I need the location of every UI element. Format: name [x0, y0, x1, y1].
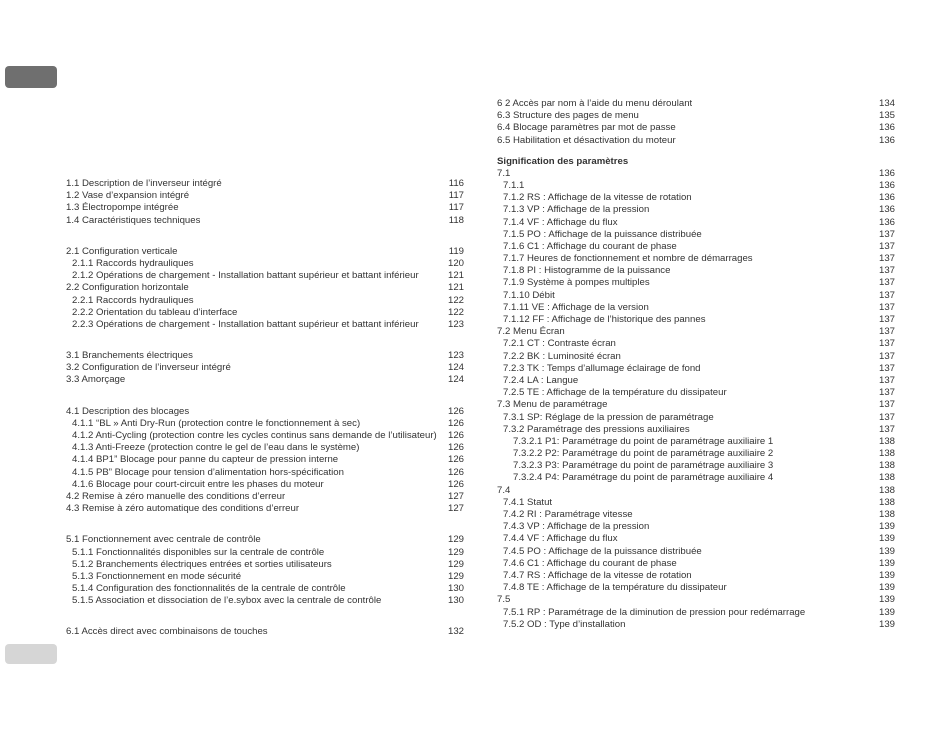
toc-entry-title: 7.3 Menu de paramétrage — [497, 399, 608, 411]
toc-entry-page: 137 — [878, 374, 895, 386]
toc-entry-page: 121 — [447, 282, 464, 294]
toc-entry[interactable] — [497, 363, 895, 375]
toc-entry-title: 2.1.1 Raccords hydrauliques — [72, 257, 194, 269]
toc-entry[interactable] — [66, 178, 464, 190]
toc-entry-title: 7.4.6 C1 : Affichage du courant de phase — [503, 557, 677, 569]
toc-entry-title: 7.1.12 FF : Affichage de l’historique des pannes — [503, 314, 706, 325]
toc-entry-page: 138 — [878, 484, 895, 496]
toc-entry-page: 117 — [448, 202, 464, 214]
toc-entry[interactable] — [497, 387, 895, 399]
toc-entry-page: 137 — [878, 265, 895, 277]
toc-right-top-section — [497, 98, 895, 147]
toc-entry-title: 5.1.4 Configuration des fonctionnalités de la centrale de contrôle — [72, 583, 346, 595]
toc-entry-title: 7.2.4 LA : Langue — [503, 374, 579, 386]
toc-entry-page: 136 — [878, 134, 895, 146]
toc-entry[interactable] — [497, 521, 895, 533]
toc-entry-page: 137 — [878, 301, 895, 313]
toc-entry-title: 2.2.1 Raccords hydrauliques — [72, 294, 194, 306]
toc-entry-title: 2.2.2 Orientation du tableau d’interface — [72, 306, 238, 318]
toc-entry[interactable] — [497, 229, 895, 241]
toc-entry-title: 1.4 Caractéristiques techniques — [66, 214, 201, 226]
toc-entry[interactable] — [497, 277, 895, 289]
toc-entry-title: 7.3.2.4 P4: Paramétrage du point de paramétrage auxiliaire 4 — [513, 472, 774, 484]
toc-entry-title: 1.3 Électropompe intégrée — [66, 202, 179, 214]
toc-entry-page: 139 — [878, 594, 895, 606]
toc-entry[interactable] — [497, 448, 895, 460]
toc-entry[interactable] — [66, 503, 464, 515]
toc-entry-page: 136 — [878, 216, 895, 228]
section-gap — [66, 331, 464, 350]
toc-entry-page: 137 — [878, 387, 895, 399]
toc-entry[interactable] — [497, 594, 895, 606]
toc-entry[interactable] — [66, 282, 464, 294]
toc-entry-title: 7.5 — [497, 594, 511, 606]
toc-entry[interactable] — [66, 467, 464, 479]
toc-entry[interactable] — [497, 253, 895, 265]
toc-entry-page: 130 — [447, 595, 464, 607]
toc-entry[interactable] — [497, 472, 895, 484]
toc-entry-title: 7.4.1 Statut — [503, 496, 553, 508]
toc-entry-title: 1.2 Vase d’expansion intégré — [66, 190, 190, 202]
toc-entry-page: 139 — [878, 618, 895, 630]
toc-entry-title: 3.2 Configuration de l’inverseur intégré — [66, 362, 231, 374]
toc-entry[interactable] — [497, 290, 895, 302]
toc-entry-title: 7.1.1 — [503, 179, 525, 191]
toc-entry-page: 118 — [448, 214, 464, 226]
toc-entry-page: 136 — [878, 167, 895, 179]
toc-entry-page: 137 — [878, 350, 895, 362]
toc-entry-title: 7.2.1 CT : Contraste écran — [503, 338, 616, 350]
toc-entry-page: 123 — [447, 318, 464, 330]
toc-entry-page: 137 — [878, 314, 895, 325]
toc-right-column — [497, 98, 895, 631]
toc-entry[interactable] — [497, 192, 895, 204]
toc-entry-title: 7.3.2 Paramétrage des pressions auxiliaires — [503, 423, 690, 435]
toc-entry-page: 129 — [447, 546, 464, 558]
toc-entry[interactable] — [66, 430, 464, 442]
toc-entry-title: 7.5.1 RP : Paramétrage de la diminution de pression pour redémarrage — [503, 606, 806, 618]
toc-entry-page: 126 — [447, 405, 464, 417]
toc-entry-title: 2.1 Configuration verticale — [66, 245, 178, 257]
toc-entry[interactable] — [497, 436, 895, 448]
toc-entry[interactable] — [497, 180, 895, 192]
toc-entry[interactable] — [66, 350, 464, 362]
toc-entry-page: 126 — [447, 454, 464, 466]
toc-entry[interactable] — [497, 326, 895, 338]
toc-entry-title: 4.1.1 “BL » Anti Dry-Run (protection contre le fonctionnement à sec) — [72, 417, 361, 429]
section-heading: Signification des paramètres — [497, 155, 629, 167]
toc-entry-page: 120 — [447, 257, 464, 269]
toc-entry-page: 139 — [878, 533, 895, 545]
toc-entry-title: 7.4.5 PO : Affichage de la puissance distribuée — [503, 545, 702, 557]
toc-entry[interactable] — [497, 314, 895, 326]
toc-entry[interactable] — [497, 217, 895, 229]
toc-entry-title: 7.1.4 VF : Affichage du flux — [503, 216, 618, 228]
toc-entry[interactable] — [66, 190, 464, 202]
toc-left-column — [66, 178, 464, 639]
toc-entry[interactable] — [497, 168, 895, 180]
toc-entry-page: 137 — [878, 228, 895, 240]
toc-entry[interactable] — [66, 246, 464, 258]
toc-entry[interactable] — [66, 418, 464, 430]
toc-entry[interactable] — [497, 424, 895, 436]
toc-entry-page: 135 — [878, 110, 895, 122]
toc-entry-page: 121 — [447, 270, 464, 282]
toc-entry-page: 123 — [447, 350, 464, 362]
toc-entry-page: 137 — [878, 289, 895, 301]
toc-entry-title: 4.1.2 Anti-Cycling (protection contre les cycles continus sans demande de l’utilisateur) — [72, 430, 437, 441]
toc-entry-title: 4.1.3 Anti-Freeze (protection contre le gel de l’eau dans le système) — [72, 442, 360, 454]
toc-entry-page: 126 — [447, 442, 464, 454]
toc-entry-title: 7.1.10 Débit — [503, 289, 555, 301]
toc-entry-page: 132 — [447, 626, 464, 638]
toc-entry-page: 127 — [447, 503, 464, 515]
toc-entry-page: 136 — [878, 204, 895, 216]
toc-right-params-section — [497, 168, 895, 631]
section-gap — [66, 387, 464, 406]
toc-entry-page: 138 — [878, 460, 895, 472]
toc-entry[interactable] — [66, 547, 464, 559]
toc-entry-title: 6.1 Accès direct avec combinaisons de touches — [66, 626, 268, 638]
toc-entry-title: 5.1.5 Association et dissociation de l’e.sybox avec la centrale de contrôle — [72, 595, 382, 607]
section-gap — [66, 515, 464, 534]
toc-entry-page: 139 — [878, 569, 895, 581]
toc-entry-page: 126 — [447, 466, 464, 478]
toc-entry-title: 7.4.8 TE : Affichage de la température du dissipateur — [503, 582, 727, 594]
toc-entry-page: 127 — [447, 490, 464, 502]
toc-entry-title: 4.3 Remise à zéro automatique des conditions d’erreur — [66, 503, 300, 515]
toc-entry-page: 119 — [448, 245, 464, 257]
toc-entry-page: 134 — [878, 98, 895, 109]
toc-entry-page: 136 — [878, 192, 895, 204]
toc-entry[interactable] — [497, 338, 895, 350]
toc-entry-title: 7.1 — [497, 167, 511, 179]
toc-entry-title: 7.4 — [497, 484, 511, 496]
toc-entry-page: 126 — [447, 417, 464, 429]
toc-entry[interactable] — [66, 307, 464, 319]
toc-entry-title: 7.3.1 SP: Réglage de la pression de paramétrage — [503, 411, 714, 423]
toc-entry[interactable] — [66, 559, 464, 571]
toc-entry[interactable] — [497, 485, 895, 497]
toc-entry-page: 122 — [447, 306, 464, 318]
toc-entry[interactable] — [497, 509, 895, 521]
toc-entry-title: 7.2.5 TE : Affichage de la température du dissipateur — [503, 387, 727, 399]
toc-entry-page: 130 — [447, 583, 464, 595]
toc-entry-title: 6.5 Habilitation et désactivation du moteur — [497, 134, 676, 146]
toc-entry-title: 4.2 Remise à zéro manuelle des conditions d’erreur — [66, 490, 286, 502]
toc-entry[interactable] — [66, 454, 464, 466]
toc-entry[interactable] — [66, 442, 464, 454]
toc-entry-page: 137 — [878, 423, 895, 435]
toc-entry[interactable] — [66, 595, 464, 607]
toc-entry[interactable] — [66, 534, 464, 546]
toc-entry[interactable] — [66, 362, 464, 374]
toc-entry-title: 7.1.2 RS : Affichage de la vitesse de rotation — [503, 192, 692, 204]
toc-entry-page: 139 — [878, 582, 895, 594]
toc-entry-title: 2.2 Configuration horizontale — [66, 282, 189, 294]
toc-entry-title: 7.1.6 C1 : Affichage du courant de phase — [503, 240, 677, 252]
toc-entry-title: 7.2.2 BK : Luminosité écran — [503, 350, 621, 362]
toc-entry[interactable] — [497, 582, 895, 594]
toc-entry[interactable] — [66, 202, 464, 214]
toc-entry-title: 7.3.2.3 P3: Paramétrage du point de paramétrage auxiliaire 3 — [513, 460, 774, 472]
toc-entry-title: 7.1.7 Heures de fonctionnement et nombre de démarrages — [503, 253, 753, 265]
toc-entry-title: 3.1 Branchements électriques — [66, 350, 193, 362]
toc-entry[interactable] — [497, 110, 895, 122]
toc-entry-title: 7.4.2 RI : Paramétrage vitesse — [503, 509, 633, 520]
toc-entry-title: 7.3.2.1 P1: Paramétrage du point de paramétrage auxiliaire 1 — [513, 435, 774, 447]
toc-entry[interactable] — [497, 607, 895, 619]
toc-entry-page: 138 — [878, 435, 895, 447]
toc-entry-page: 124 — [447, 362, 464, 374]
toc-entry-title: 6 2 Accès par nom à l’aide du menu déroulant — [497, 98, 693, 109]
toc-entry-page: 117 — [448, 190, 464, 202]
toc-entry-title: 6.4 Blocage paramètres par mot de passe — [497, 122, 676, 134]
toc-entry-title: 7.4.4 VF : Affichage du flux — [503, 533, 618, 545]
toc-entry[interactable] — [66, 270, 464, 282]
toc-entry[interactable] — [66, 626, 464, 638]
toc-entry[interactable] — [497, 135, 895, 147]
toc-entry-page: 124 — [447, 374, 464, 386]
toc-entry-page: 116 — [448, 178, 464, 189]
toc-entry-title: 2.1.2 Opérations de chargement - Installation battant supérieur et battant inférieur — [72, 270, 419, 282]
toc-entry-title: 2.2.3 Opérations de chargement - Installation battant supérieur et battant inférieur — [72, 318, 419, 330]
toc-entry-page: 138 — [878, 472, 895, 484]
toc-entry[interactable] — [497, 241, 895, 253]
toc-entry-title: 7.1.8 PI : Histogramme de la puissance — [503, 265, 671, 277]
toc-entry[interactable] — [497, 460, 895, 472]
toc-entry[interactable] — [497, 122, 895, 134]
toc-entry-title: 3.3 Amorçage — [66, 374, 126, 386]
toc-entry-page: 126 — [447, 478, 464, 490]
toc-entry-page: 139 — [878, 521, 895, 533]
toc-entry-title: 7.2 Menu Écran — [497, 326, 565, 338]
toc-entry-title: 1.1 Description de l’inverseur intégré — [66, 178, 222, 189]
toc-entry[interactable] — [66, 215, 464, 227]
toc-entry[interactable] — [66, 406, 464, 418]
toc-entry-title: 5.1 Fonctionnement avec centrale de contrôle — [66, 534, 261, 546]
toc-entry-page: 138 — [878, 496, 895, 508]
toc-entry-page: 137 — [878, 399, 895, 411]
toc-entry[interactable] — [66, 319, 464, 331]
toc-entry-title: 7.1.5 PO : Affichage de la puissance distribuée — [503, 228, 702, 240]
toc-entry-title: 4.1.4 BP1” Blocage pour panne du capteur de pression interne — [72, 454, 339, 466]
toc-entry-page: 139 — [878, 545, 895, 557]
toc-entry-title: 7.1.3 VP : Affichage de la pression — [503, 204, 650, 216]
toc-entry-page: 137 — [878, 326, 895, 338]
toc-entry-title: 6.3 Structure des pages de menu — [497, 110, 639, 122]
toc-entry-page: 129 — [447, 558, 464, 570]
toc-entry-page: 138 — [878, 509, 895, 520]
toc-entry[interactable] — [497, 98, 895, 110]
toc-entry[interactable] — [66, 571, 464, 583]
toc-entry-page: 137 — [878, 338, 895, 350]
section-gap — [66, 607, 464, 626]
toc-entry-title: 4.1.6 Blocage pour court-circuit entre les phases du moteur — [72, 478, 324, 490]
toc-entry-title: 5.1.3 Fonctionnement en mode sécurité — [72, 570, 242, 582]
toc-entry[interactable] — [497, 533, 895, 545]
toc-entry[interactable] — [66, 374, 464, 386]
toc-entry[interactable] — [66, 258, 464, 270]
toc-entry[interactable] — [497, 375, 895, 387]
toc-entry-page: 139 — [878, 606, 895, 618]
toc-entry-page: 136 — [878, 122, 895, 134]
toc-entry-page: 122 — [447, 294, 464, 306]
toc-entry-page: 137 — [878, 277, 895, 289]
toc-entry[interactable] — [497, 351, 895, 363]
section-gap — [66, 227, 464, 246]
toc-entry[interactable] — [497, 302, 895, 314]
toc-entry-title: 7.2.3 TK : Temps d’allumage éclairage de fond — [503, 362, 701, 374]
toc-entry[interactable] — [66, 491, 464, 503]
toc-entry-title: 5.1.2 Branchements électriques entrées et sorties utilisateurs — [72, 558, 332, 570]
toc-entry[interactable] — [497, 399, 895, 411]
toc-entry[interactable] — [497, 558, 895, 570]
toc-entry[interactable] — [497, 204, 895, 216]
toc-entry[interactable] — [497, 619, 895, 631]
toc-entry-page: 137 — [878, 411, 895, 423]
toc-entry[interactable] — [66, 295, 464, 307]
toc-entry-title: 7.4.3 VP : Affichage de la pression — [503, 521, 650, 533]
toc-entry-title: 7.4.7 RS : Affichage de la vitesse de rotation — [503, 569, 692, 581]
toc-entry-page: 139 — [878, 557, 895, 569]
toc-entry[interactable] — [66, 479, 464, 491]
toc-entry-page: 137 — [878, 253, 895, 265]
toc-entry-page: 126 — [447, 430, 464, 441]
toc-entry-title: 4.1 Description des blocages — [66, 405, 190, 417]
chapter-tab-top — [5, 66, 57, 88]
toc-entry-page: 136 — [878, 179, 895, 191]
toc-entry-title: 7.5.2 OD : Type d’installation — [503, 618, 626, 630]
toc-entry-page: 129 — [447, 570, 464, 582]
toc-entry[interactable] — [497, 265, 895, 277]
toc-entry-title: 4.1.5 PB” Blocage pour tension d’alimentation hors-spécification — [72, 466, 344, 478]
toc-entry-title: 7.1.9 Système à pompes multiples — [503, 277, 650, 289]
toc-entry[interactable] — [66, 583, 464, 595]
toc-entry-title: 5.1.1 Fonctionnalités disponibles sur la centrale de contrôle — [72, 546, 325, 558]
toc-entry-page: 137 — [878, 240, 895, 252]
toc-entry[interactable] — [497, 546, 895, 558]
toc-entry-page: 138 — [878, 448, 895, 460]
toc-entry-title: 7.3.2.2 P2: Paramétrage du point de paramétrage auxiliaire 2 — [513, 448, 774, 460]
toc-entry-page: 137 — [878, 362, 895, 374]
chapter-tab-bottom — [5, 644, 57, 664]
toc-entry-page: 129 — [447, 534, 464, 546]
toc-entry[interactable] — [497, 497, 895, 509]
toc-entry[interactable] — [497, 570, 895, 582]
toc-entry-title: 7.1.11 VE : Affichage de la version — [503, 301, 649, 313]
toc-entry[interactable] — [497, 412, 895, 424]
